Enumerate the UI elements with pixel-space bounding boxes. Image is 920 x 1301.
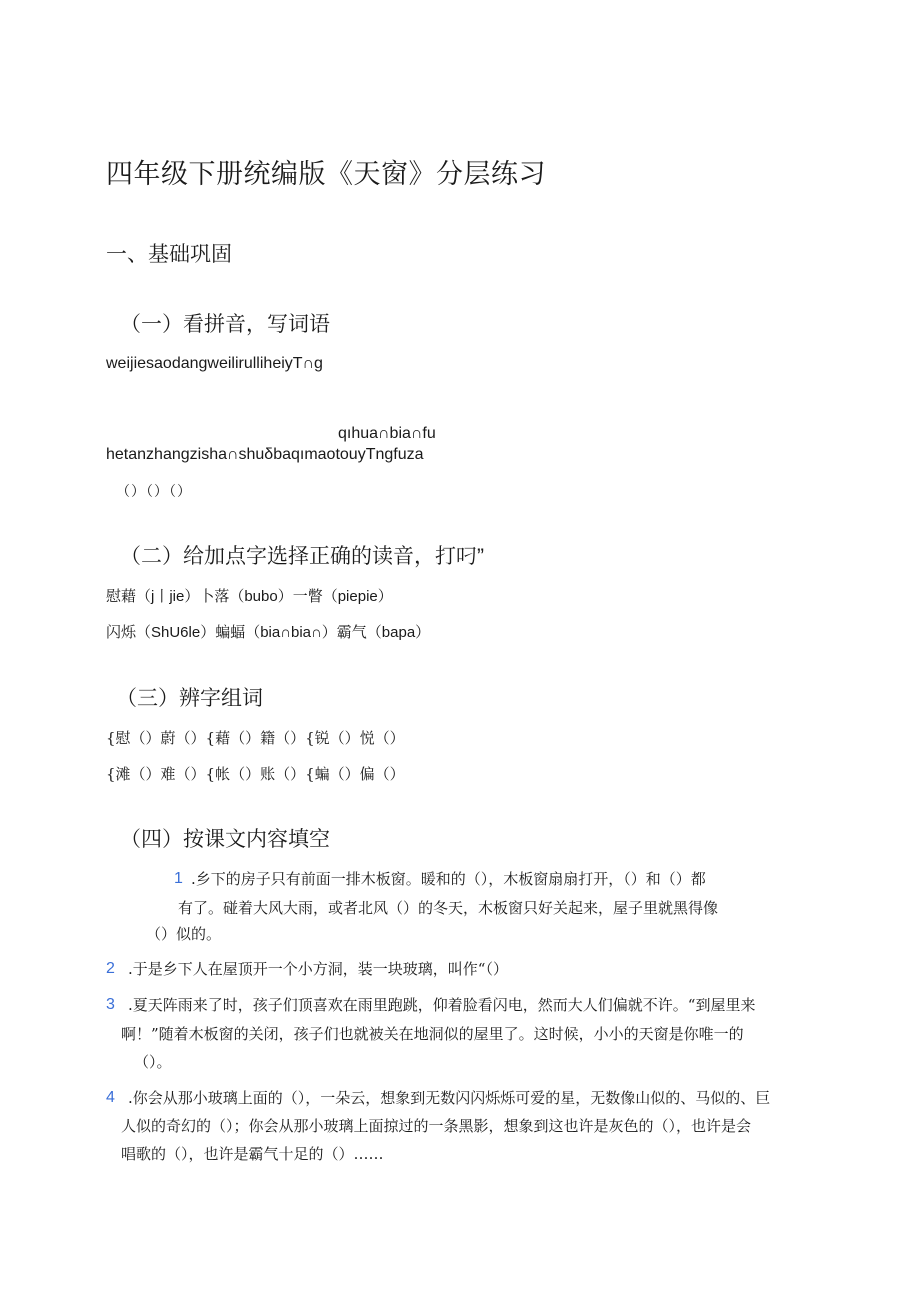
pinyin-line-2a: qıhua∩bia∩fu	[338, 425, 436, 442]
question-3-number: 3	[106, 996, 115, 1013]
pinyin-line-2b: hetanzhangzisha∩shuδbaqımaotouyTngfuza	[106, 446, 424, 463]
part3-heading: （三）辨字组词	[116, 687, 263, 710]
question-1-line-3: （）似的。	[146, 925, 222, 943]
question-3-line-2: 啊！”随着木板窗的关闭，孩子们也就被关在地洞似的屋里了。这时候，小小的天窗是你唯一的	[121, 1025, 744, 1043]
question-4-line-1: .你会从那小玻璃上面的（），一朵云，想象到无数闪闪烁烁可爱的星，无数像山似的、马似的、巨	[128, 1089, 771, 1107]
question-2-number: 2	[106, 960, 115, 977]
question-2-line-1: .于是乡下人在屋顶开一个小方洞，装一块玻璃，叫作“（）	[128, 960, 508, 978]
question-4-line-2: 人似的奇幻的（）；你会从那小玻璃上面掠过的一条黑影，想象到这也许是灰色的（），也许是会	[121, 1117, 752, 1135]
pronunciation-row-1: 慰藉（j丨jie）卜落（bubo）一瞥（piepie）	[106, 588, 393, 605]
pronunciation-row-2: 闪烁（ShU6le）蝙蝠（bia∩bia∩）霸气（bapa）	[106, 624, 431, 641]
pinyin-line-1: weijiesaodangweilirulliheiyT∩g	[106, 355, 323, 372]
word-group-row-1: {慰（）蔚（）{藉（）籍（）{锐（）悦（）	[106, 729, 405, 747]
question-1-line-1: .乡下的房子只有前面一排木板窗。暖和的（），木板窗扇扇打开，（）和（）都	[191, 870, 706, 888]
page-title: 四年级下册统编版《天窗》分层练习	[106, 159, 546, 189]
question-3-line-3: （）。	[134, 1053, 172, 1071]
part1-heading: （一）看拼音，写词语	[120, 313, 330, 336]
part4-heading: （四）按课文内容填空	[120, 828, 330, 851]
question-4-line-3: 唱歌的（），也许是霸气十足的（）……	[121, 1145, 384, 1163]
question-4-number: 4	[106, 1089, 115, 1106]
question-1-line-2: 有了。碰着大风大雨，或者北风（）的冬天，木板窗只好关起来，屋子里就黑得像	[178, 899, 719, 917]
question-1-number: 1	[174, 870, 183, 887]
word-group-row-2: {滩（）难（）{帐（）账（）{蝙（）偏（）	[106, 765, 405, 783]
answer-blanks-row[interactable]: （）（）（）	[116, 484, 192, 500]
section-heading-basics: 一、基础巩固	[106, 243, 232, 266]
question-3-line-1: .夏天阵雨来了时，孩子们顶喜欢在雨里跑跳，仰着脸看闪电，然而大人们偏就不许。“到屋里来	[128, 996, 756, 1014]
part2-heading: （二）给加点字选择正确的读音，打叼”	[120, 545, 484, 568]
